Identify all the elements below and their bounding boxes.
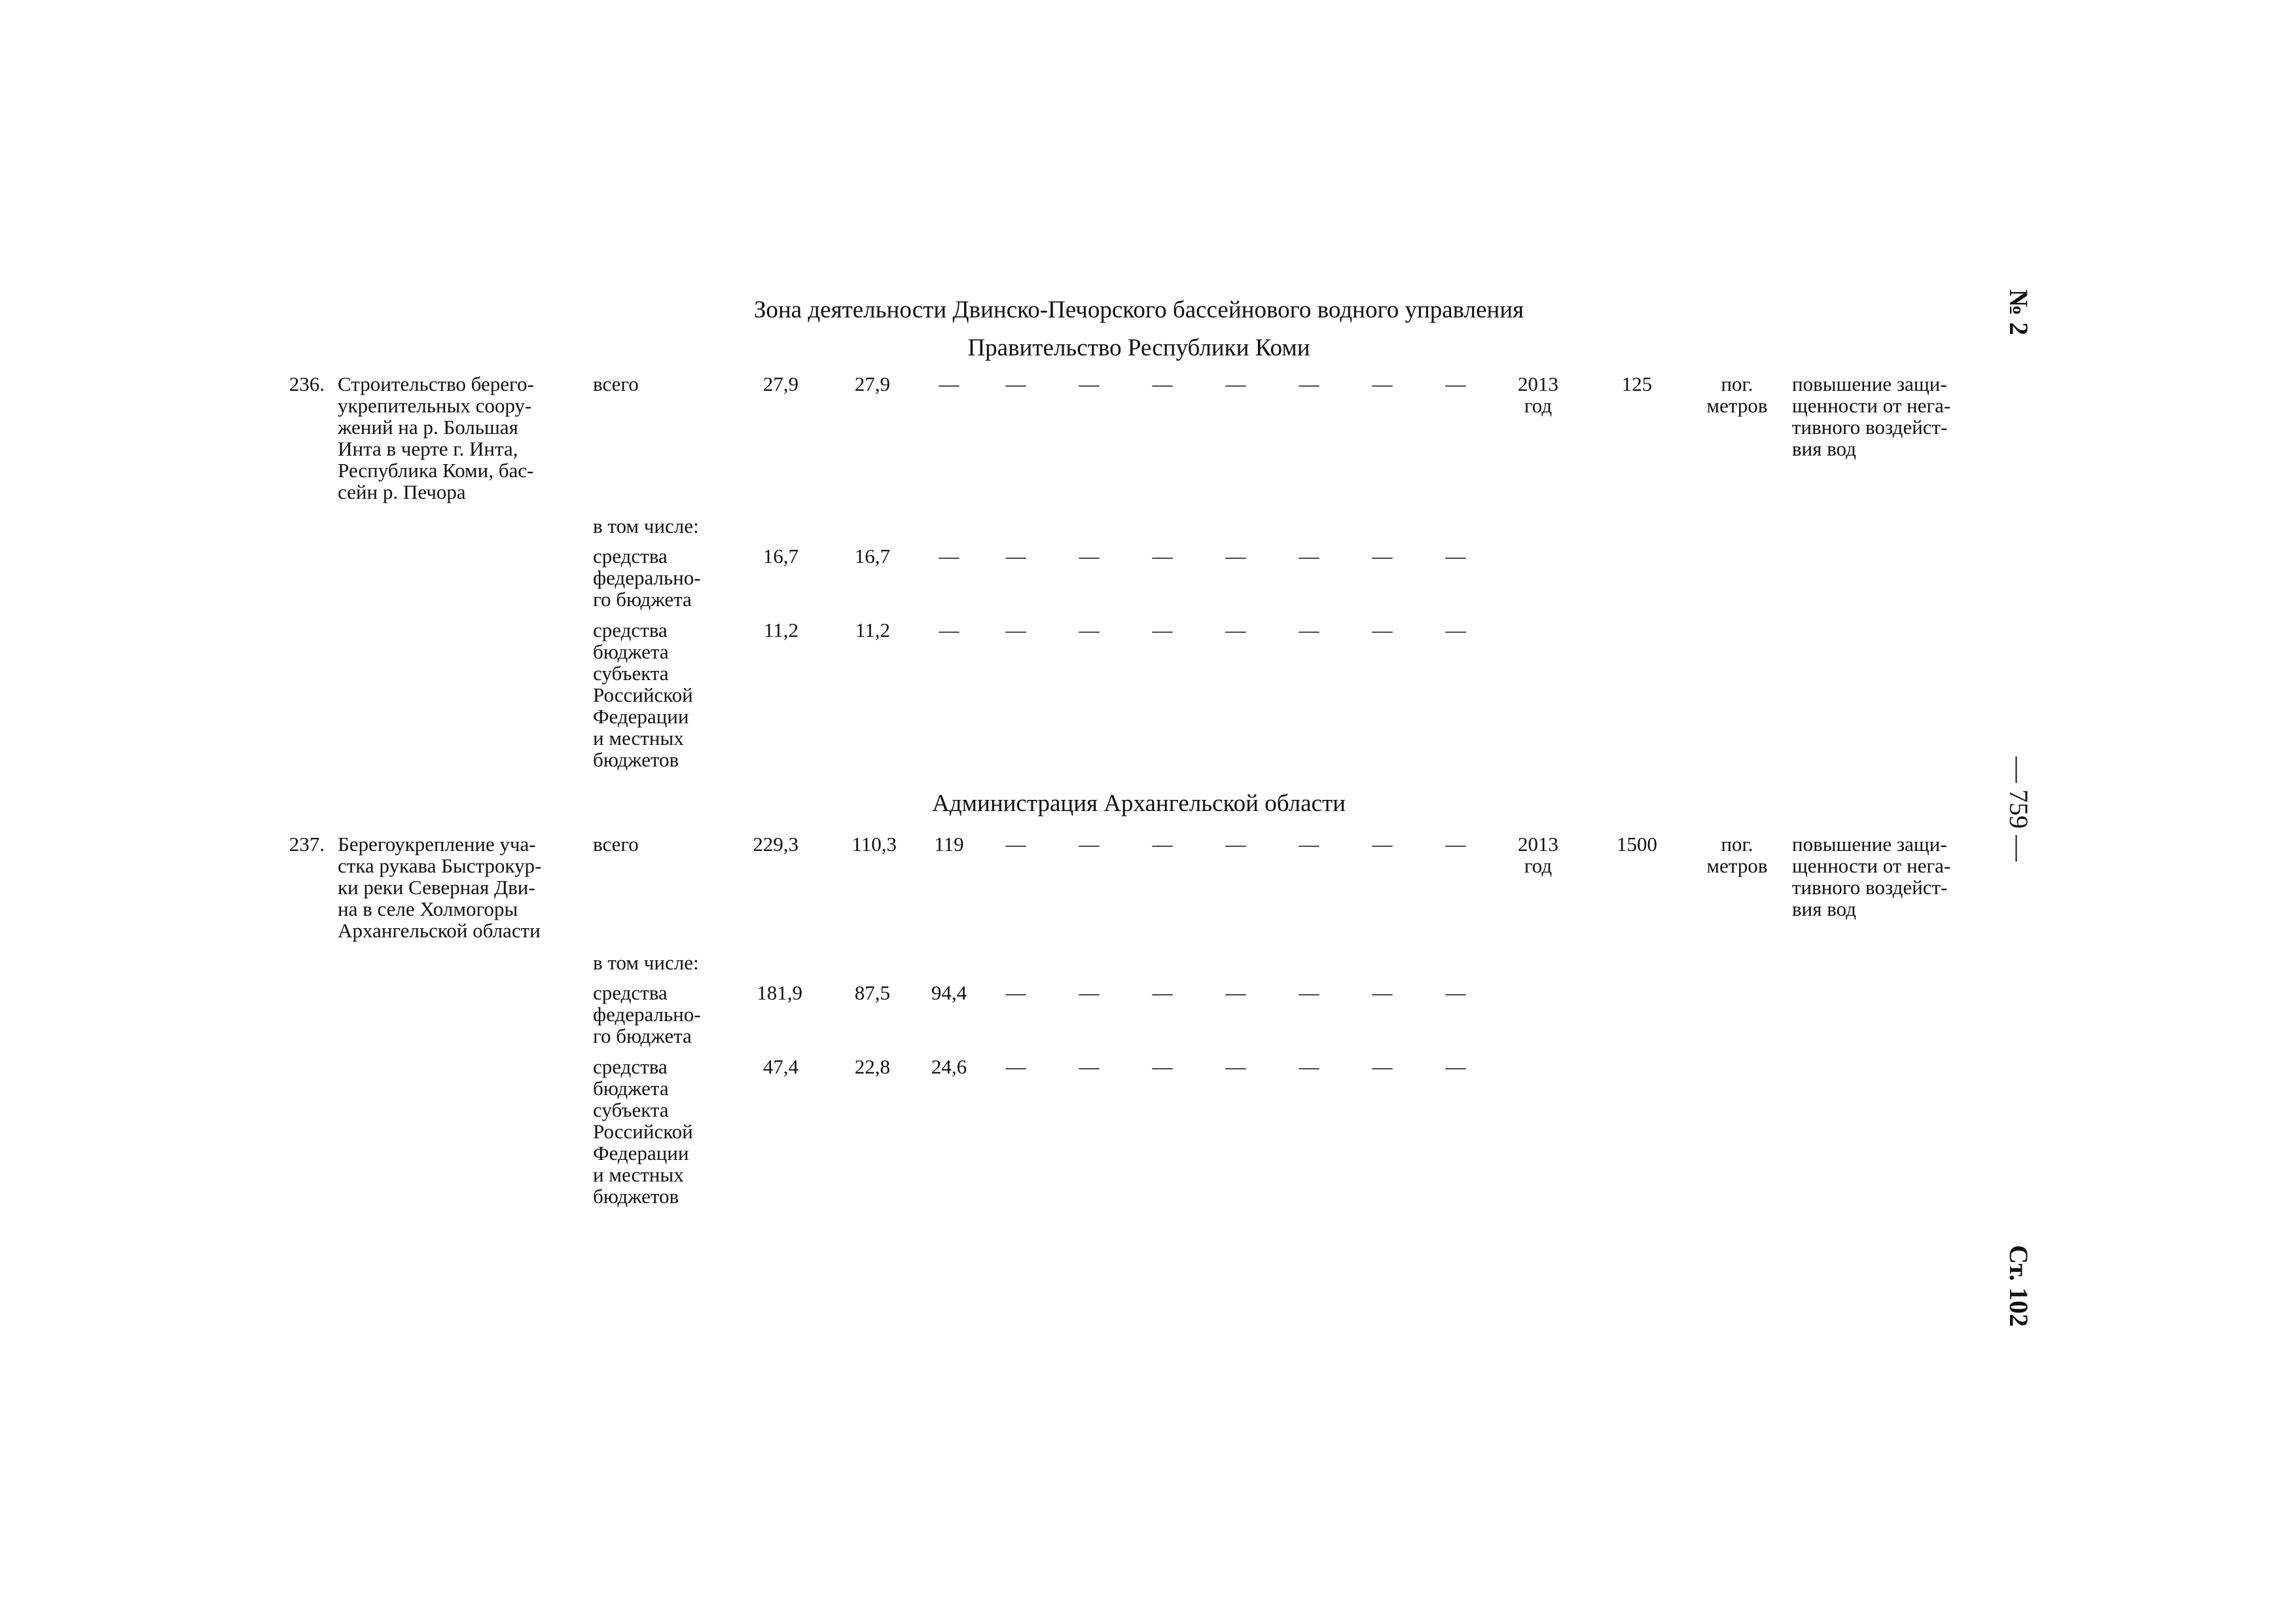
value-2013: 119 <box>934 833 964 856</box>
project-name: Строительство берего- укрепительных соору- жений на р. Большая Инта в черте г. Инта, Республика Коми, бас- сейн р. Печора <box>338 372 534 503</box>
dash-cell: — <box>1299 372 1319 395</box>
page-number: — 759 — <box>2004 757 2034 861</box>
value-2013: 24,6 <box>931 1055 967 1078</box>
dash-cell: — <box>1445 981 1466 1004</box>
row-label: средства бюджета субъекта Российской Федерации и местных бюджетов <box>593 1055 693 1208</box>
zone-title: Зона деятельности Двинско-Печорского бассейнового водного управления <box>753 297 1524 323</box>
value-2012: 11,2 <box>855 619 890 641</box>
expected-result: повышение защи- щенности от нега- тивного воздейст- вия вод <box>1792 372 1951 460</box>
value-2013: — <box>939 545 960 568</box>
dash-cell: — <box>1005 981 1026 1004</box>
dash-cell: — <box>1079 981 1100 1004</box>
dash-cell: — <box>1372 981 1393 1004</box>
dash-cell: — <box>1152 833 1173 856</box>
value-2012: 16,7 <box>854 545 890 568</box>
capacity-value: 1500 <box>1617 833 1657 856</box>
value-2012: 22,8 <box>854 1055 890 1078</box>
row-number: 237. <box>289 833 325 856</box>
dash-cell: — <box>1079 833 1100 856</box>
dash-cell: — <box>1372 833 1393 856</box>
value-2012: 27,9 <box>854 372 890 395</box>
completion-year: 2013 год <box>1518 833 1558 877</box>
issue-number: № 2 <box>2004 289 2034 336</box>
row-label: средства бюджета субъекта Российской Федерации и местных бюджетов <box>593 619 693 771</box>
dash-cell: — <box>1372 1055 1393 1078</box>
row-label: средства федерально- го бюджета <box>593 545 701 611</box>
value-2013: — <box>939 619 960 641</box>
dash-cell: — <box>1152 619 1173 641</box>
dash-cell: — <box>1079 545 1100 568</box>
total-value: 181,9 <box>757 981 802 1004</box>
agency-heading: Правительство Республики Коми <box>967 334 1310 361</box>
value-2013: 94,4 <box>931 981 967 1004</box>
dash-cell: — <box>1005 372 1026 395</box>
project-name: Берегоукрепление уча- стка рукава Быстрокур- ки реки Северная Дви- на в селе Холмогоры Архангельской области <box>338 833 542 942</box>
dash-cell: — <box>1445 1055 1466 1078</box>
dash-cell: — <box>1299 619 1319 641</box>
dash-cell: — <box>1299 833 1319 856</box>
dash-cell: — <box>1079 1055 1100 1078</box>
value-2013: — <box>939 372 960 395</box>
value-2012: 87,5 <box>854 981 890 1004</box>
row-label: в том числе: <box>593 514 699 537</box>
dash-cell: — <box>1152 1055 1173 1078</box>
dash-cell: — <box>1005 545 1026 568</box>
value-2012: 110,3 <box>852 833 897 856</box>
total-value: 16,7 <box>762 545 798 568</box>
row-label: всего <box>593 833 639 856</box>
total-value: 229,3 <box>753 833 798 856</box>
dash-cell: — <box>1445 545 1466 568</box>
dash-cell: — <box>1372 372 1393 395</box>
dash-cell: — <box>1079 619 1100 641</box>
capacity-value: 125 <box>1621 372 1653 395</box>
dash-cell: — <box>1299 545 1319 568</box>
dash-cell: — <box>1445 372 1466 395</box>
dash-cell: — <box>1225 833 1246 856</box>
total-value: 11,2 <box>763 619 798 641</box>
dash-cell: — <box>1152 545 1173 568</box>
dash-cell: — <box>1152 372 1173 395</box>
dash-cell: — <box>1225 1055 1246 1078</box>
dash-cell: — <box>1005 1055 1026 1078</box>
dash-cell: — <box>1225 619 1246 641</box>
dash-cell: — <box>1372 545 1393 568</box>
dash-cell: — <box>1445 619 1466 641</box>
total-value: 27,9 <box>762 372 798 395</box>
dash-cell: — <box>1372 619 1393 641</box>
row-label: всего <box>593 372 639 395</box>
dash-cell: — <box>1225 372 1246 395</box>
dash-cell: — <box>1079 372 1100 395</box>
row-label: в том числе: <box>593 951 699 974</box>
article-number: Ст. 102 <box>2004 1245 2034 1327</box>
dash-cell: — <box>1152 981 1173 1004</box>
expected-result: повышение защи- щенности от нега- тивного воздейст- вия вод <box>1792 833 1951 920</box>
dash-cell: — <box>1225 545 1246 568</box>
dash-cell: — <box>1299 1055 1319 1078</box>
dash-cell: — <box>1445 833 1466 856</box>
dash-cell: — <box>1225 981 1246 1004</box>
completion-year: 2013 год <box>1518 372 1558 417</box>
capacity-unit: пог. метров <box>1706 372 1768 417</box>
capacity-unit: пог. метров <box>1706 833 1768 877</box>
total-value: 47,4 <box>762 1055 798 1078</box>
row-label: средства федерально- го бюджета <box>593 981 701 1047</box>
dash-cell: — <box>1005 833 1026 856</box>
dash-cell: — <box>1005 619 1026 641</box>
agency-heading: Администрация Архангельской области <box>932 790 1346 817</box>
dash-cell: — <box>1299 981 1319 1004</box>
row-number: 236. <box>289 372 325 395</box>
